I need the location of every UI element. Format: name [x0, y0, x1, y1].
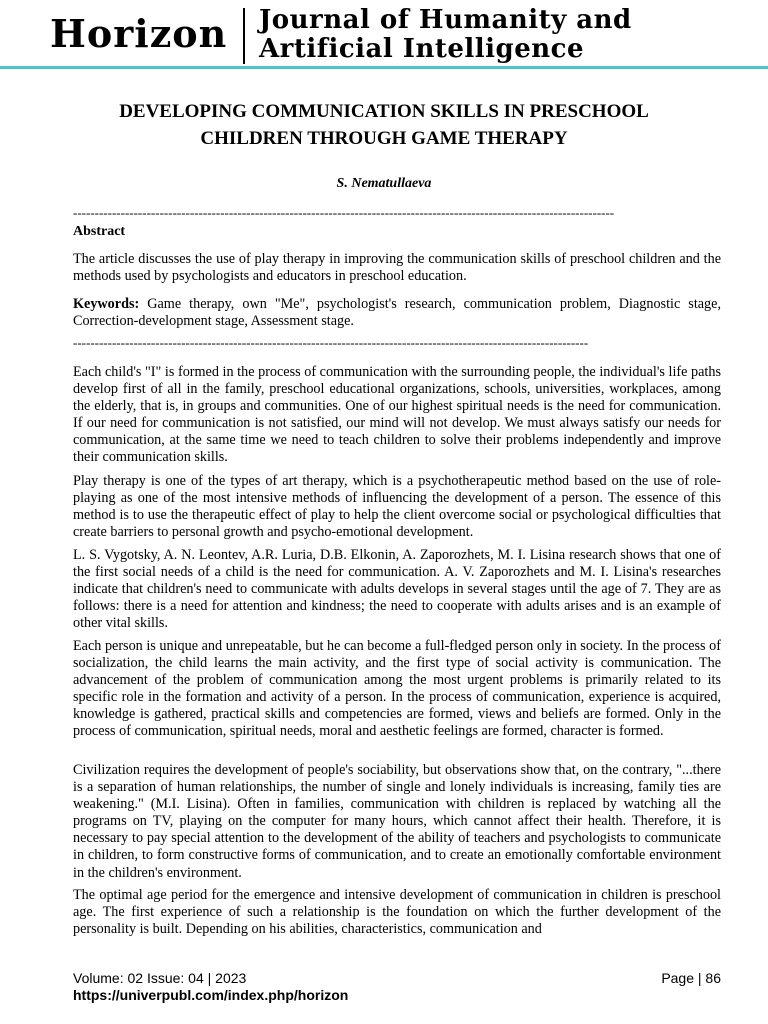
- body-paragraph-5: Civilization requires the development of people's sociability, but observations show that, on the contrary, "...there is a separation of human relationships, the number of single and lonely individuals is increasing, family ties are weakening." (M.I. Lisina). Often in families, communication with children is replaced by watching all the programs on TV, playing on the computer for many hours, which cannot affect their health. Therefore, it is necessary to pay special attention to the development of the ability of teachers and psychologists to communicate in children, to form constructive forms of communication, and to create an emotionally comfortable environment in the children's environment.: [73, 762, 721, 881]
- header-accent-line: [0, 66, 768, 69]
- journal-name: [259, 6, 632, 64]
- body-paragraph-4: Each person is unique and unrepeatable, but he can become a full-fledged person only in society. In the process of socialization, the child learns the main activity, and the first type of social activity is communication. The advancement of the problem of communication among the most urgent problems is primarily related to its specific role in the formation and activity of a person. In the process of communication, experience is acquired, knowledge is gathered, practical skills and competencies are formed, views and beliefs are formed. Only in the process of communication, spiritual needs, moral and aesthetic feelings are formed, character is formed.: [73, 638, 721, 740]
- journal-name-line1: Journal of Humanity and: [259, 5, 632, 35]
- header-divider: [243, 8, 245, 64]
- article-title-line1: DEVELOPING COMMUNICATION SKILLS IN PRESCHOOL: [119, 101, 649, 122]
- body-paragraph-1: Each child's "I" is formed in the process of communication with the surrounding people, the individual's life paths develop first of all in the family, preschool educational organizations, schools, universities, workplaces, among the elderly, that is, in groups and communities. One of our highest spiritual needs is the need for communication. If our need for communication is not satisfied, our mind will not develop. We must always satisfy our needs for communication, at the same time we need to teach children to solve their problems independently and improve their communication skills.: [73, 364, 721, 466]
- article-title-line2: CHILDREN THROUGH GAME THERAPY: [200, 128, 568, 149]
- footer-url-link[interactable]: https://univerpubl.com/index.php/horizon: [73, 987, 349, 1003]
- body-paragraph-3: L. S. Vygotsky, A. N. Leontev, A.R. Luria, D.B. Elkonin, A. Zaporozhets, M. I. Lisina research shows that one of the first social needs of a child is the need for communication. A. V. Zaporozhets and M. I. Lisina's researches indicate that children's need to communicate with adults develops in several stages until the age of 7. They are as follows: there is a need for attention and kindness; the need to cooperate with adults arises and is an example of other vital skills.: [73, 547, 721, 632]
- journal-name-line2: Artificial Intelligence: [259, 34, 585, 64]
- footer-info: [73, 970, 348, 1004]
- keywords: [73, 296, 721, 330]
- footer-issue: Volume: 02 Issue: 04 | 2023: [73, 970, 247, 986]
- author-name: S. Nematullaeva: [336, 176, 432, 191]
- journal-header: [0, 0, 768, 70]
- article-title: [60, 98, 708, 152]
- brand-logo: Horizon: [50, 11, 228, 56]
- abstract-text: The article discusses the use of play therapy in improving the communication skills of preschool children and the methods used by psychologists and educators in preschool education.: [73, 251, 721, 285]
- separator-bottom: -----------------------------------------------------------------------------------------------------------------------: [73, 336, 589, 350]
- body-paragraph-6: The optimal age period for the emergence and intensive development of communication in children is preschool age. The first experience of such a relationship is the foundation on which the further development of the personality is built. Depending on his abilities, characteristics, communication and: [73, 887, 721, 938]
- page-number: Page | 86: [661, 970, 721, 986]
- abstract-heading: Abstract: [73, 224, 126, 239]
- keywords-text: Game therapy, own "Me", psychologist's research, communication problem, Diagnostic stage, Correction-development stage, Assessment stage.: [73, 296, 721, 330]
- separator-top: -----------------------------------------------------------------------------------------------------------------------------: [73, 206, 615, 220]
- body-paragraph-2: Play therapy is one of the types of art therapy, which is a psychotherapeutic method based on the use of role-playing as one of the most intensive methods of influencing the development of a person. The essence of this method is to use the therapeutic effect of play to help the client overcome social or psychological difficulties that create barriers to personal growth and psycho-emotional development.: [73, 473, 721, 541]
- keywords-label: Keywords:: [73, 296, 140, 312]
